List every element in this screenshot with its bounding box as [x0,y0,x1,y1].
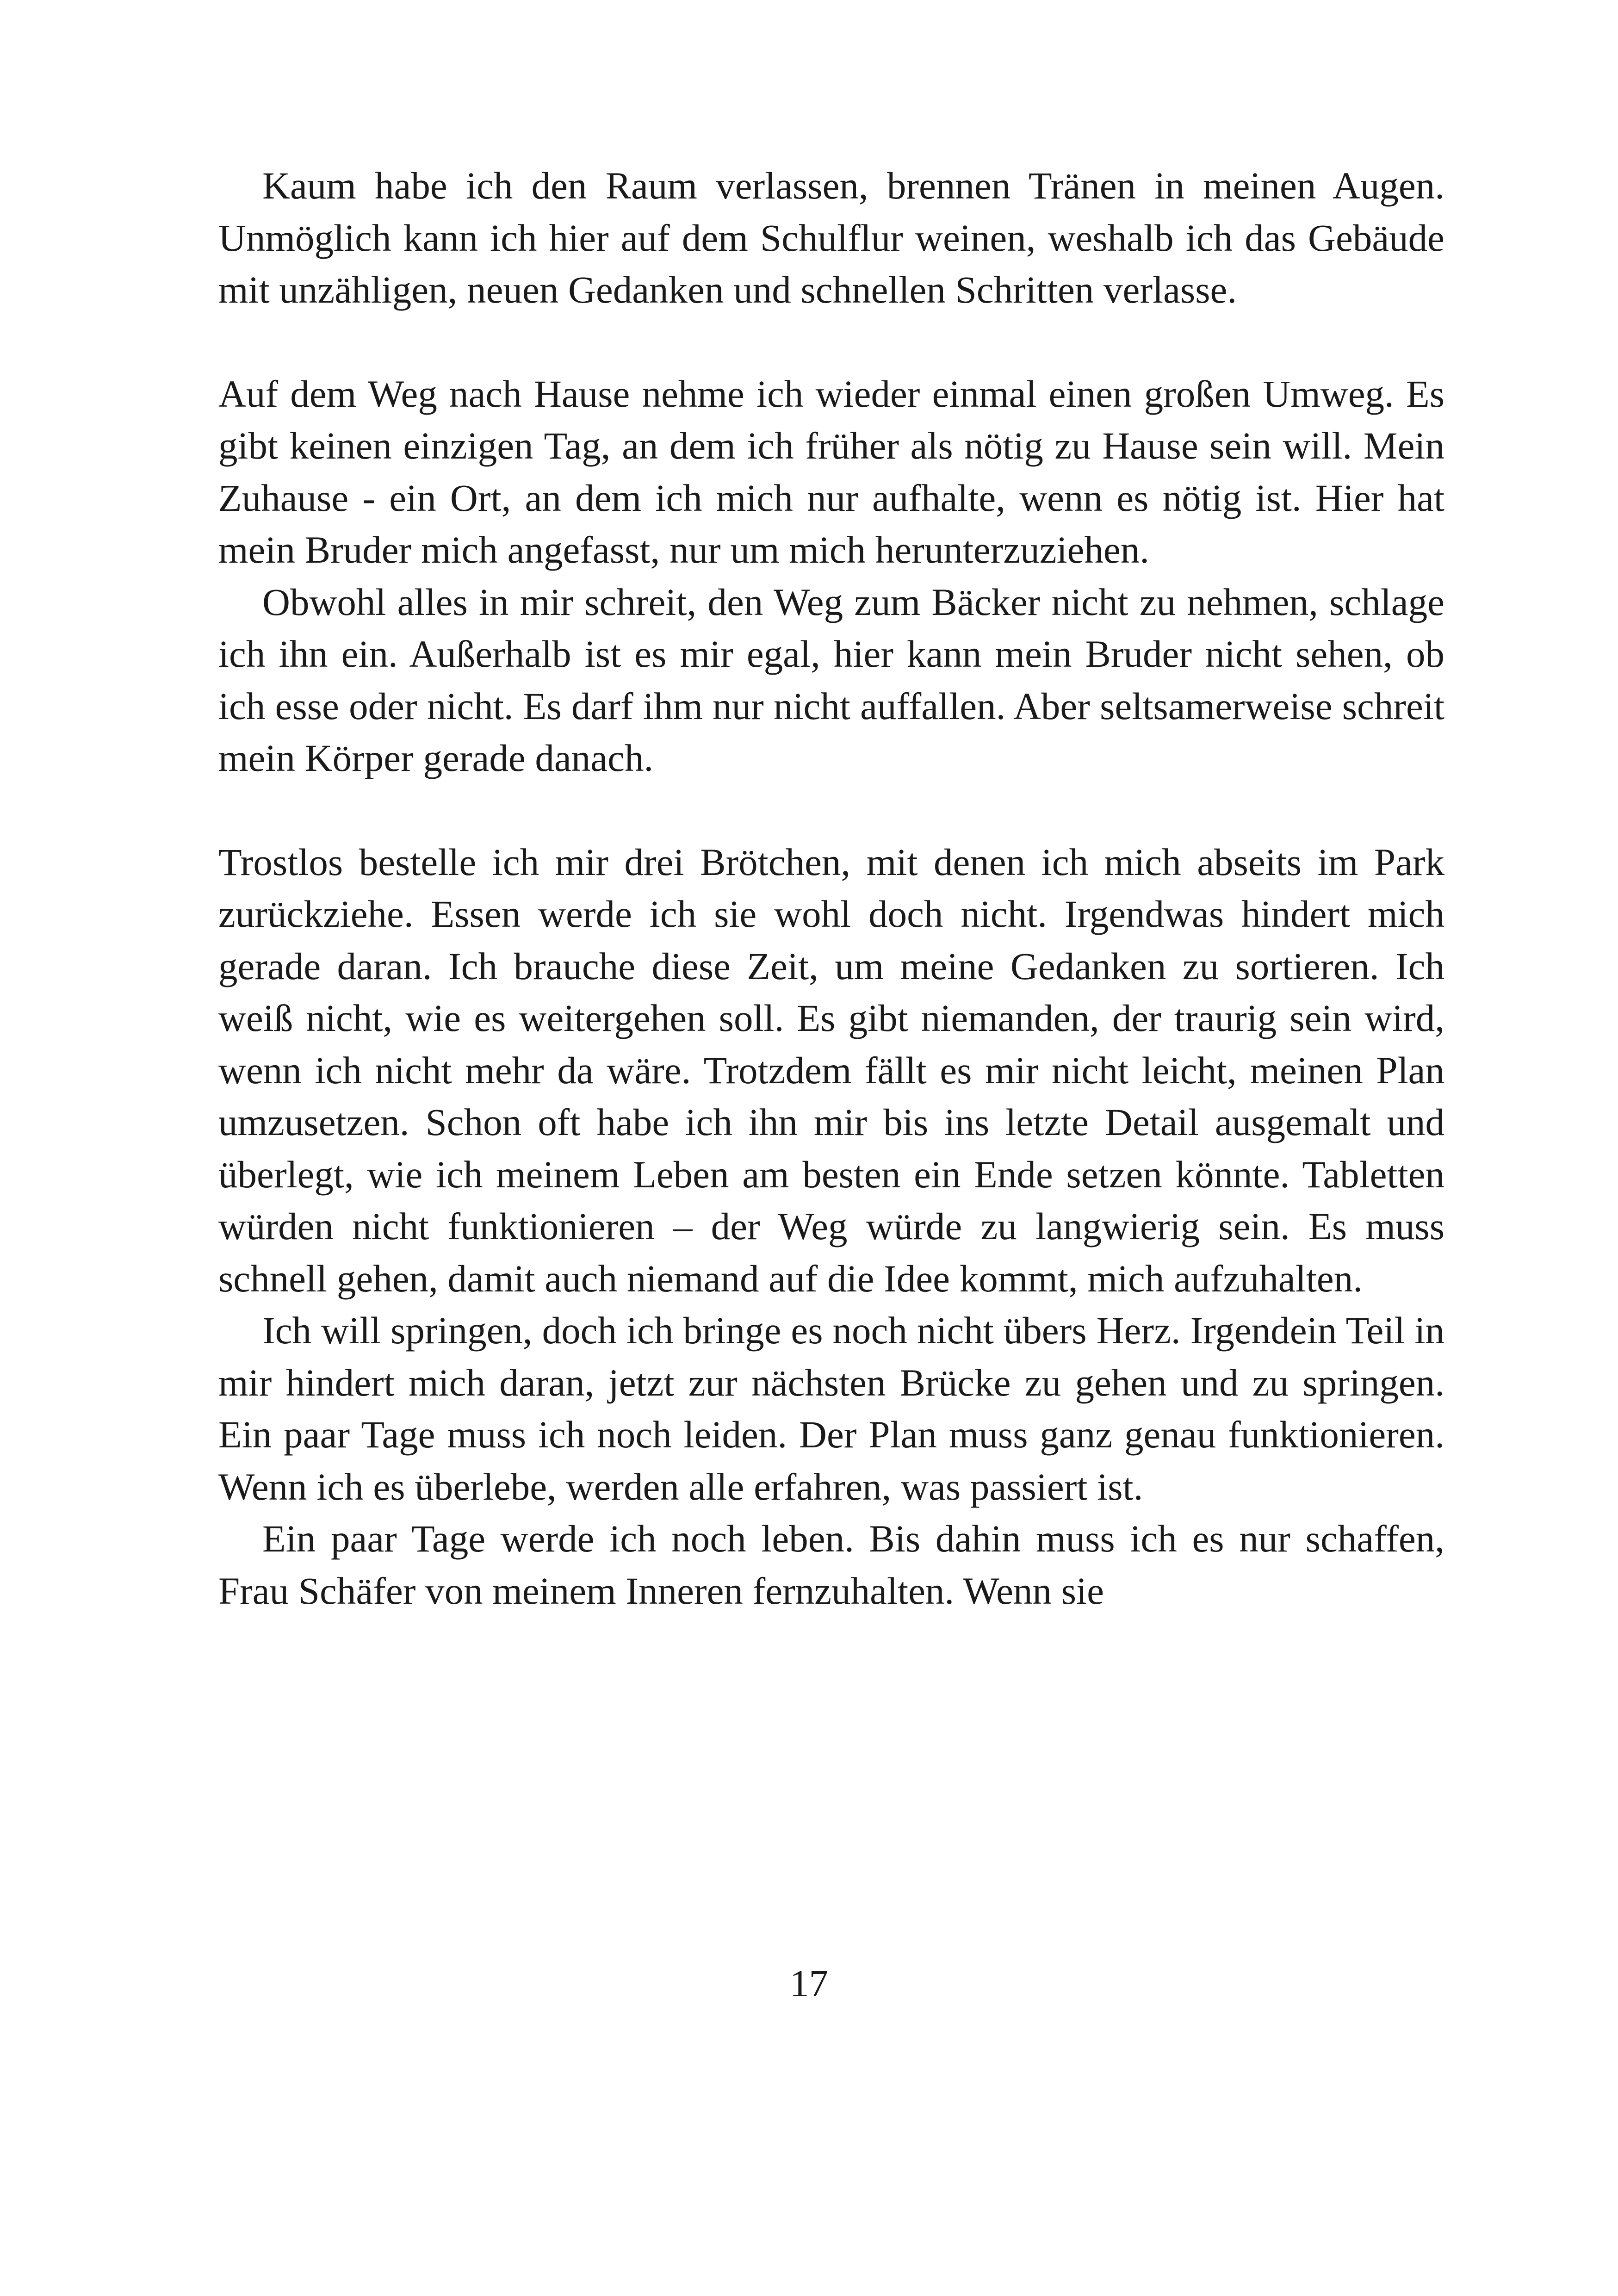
paragraph-6: Ein paar Tage werde ich noch leben. Bis dahin muss ich es nur schaffen, Frau Schäfer von meinem Inneren fernzuhalten. Wenn sie [218,1517,1444,1612]
paragraph-2: Auf dem Weg nach Hause nehme ich wieder einmal einen großen Umweg. Es gibt keinen einzigen Tag, an dem ich früher als nötig zu Hause sein will. Mein Zuhause - ein Ort, an dem ich mich nur aufhalte, wenn es nötig ist. Hier hat mein Bruder mich angefasst, nur um mich herunterzuziehen. [218,372,1444,571]
body-text [218,160,1444,1617]
page-number: 17 [790,1962,828,2004]
paragraph-5: Ich will springen, doch ich bringe es noch nicht übers Herz. Irgendein Teil in mir hindert mich daran, jetzt zur nächsten Brücke zu gehen und zu springen. Ein paar Tage muss ich noch leiden. Der Plan muss ganz genau funktionieren. Wenn ich es überlebe, werden alle erfahren, was passiert ist. [218,1309,1444,1508]
paragraph-4: Trostlos bestelle ich mir drei Brötchen, mit denen ich mich abseits im Park zurückziehe. Essen werde ich sie wohl doch nicht. Irgendwas hindert mich gerade daran. Ich brauche diese Zeit, um meine Gedanken zu sortieren. Ich weiß nicht, wie es weitergehen soll. Es gibt niemanden, der traurig sein wird, wenn ich nicht mehr da wäre. Trotzdem fällt es mir nicht leicht, meinen Plan umzusetzen. Schon oft habe ich ihn mir bis ins letzte Detail ausgemalt und überlegt, wie ich meinem Leben am besten ein Ende setzen könnte. Tabletten würden nicht funktionieren – der Weg würde zu langwierig sein. Es muss schnell gehen, damit auch niemand auf die Idee kommt, mich aufzuhalten. [218,840,1444,1300]
paragraph-1: Kaum habe ich den Raum verlassen, brennen Tränen in meinen Augen. Unmöglich kann ich hier auf dem Schulflur weinen, weshalb ich das Gebäude mit unzähligen, neuen Gedanken und schnellen Schritten verlasse. [218,164,1444,311]
paragraph-3: Obwohl alles in mir schreit, den Weg zum Bäcker nicht zu nehmen, schlage ich ihn ein. Außerhalb ist es mir egal, hier kann mein Bruder nicht sehen, ob ich esse oder nicht. Es darf ihm nur nicht auffallen. Aber seltsamerweise schreit mein Körper gerade danach. [218,580,1444,779]
